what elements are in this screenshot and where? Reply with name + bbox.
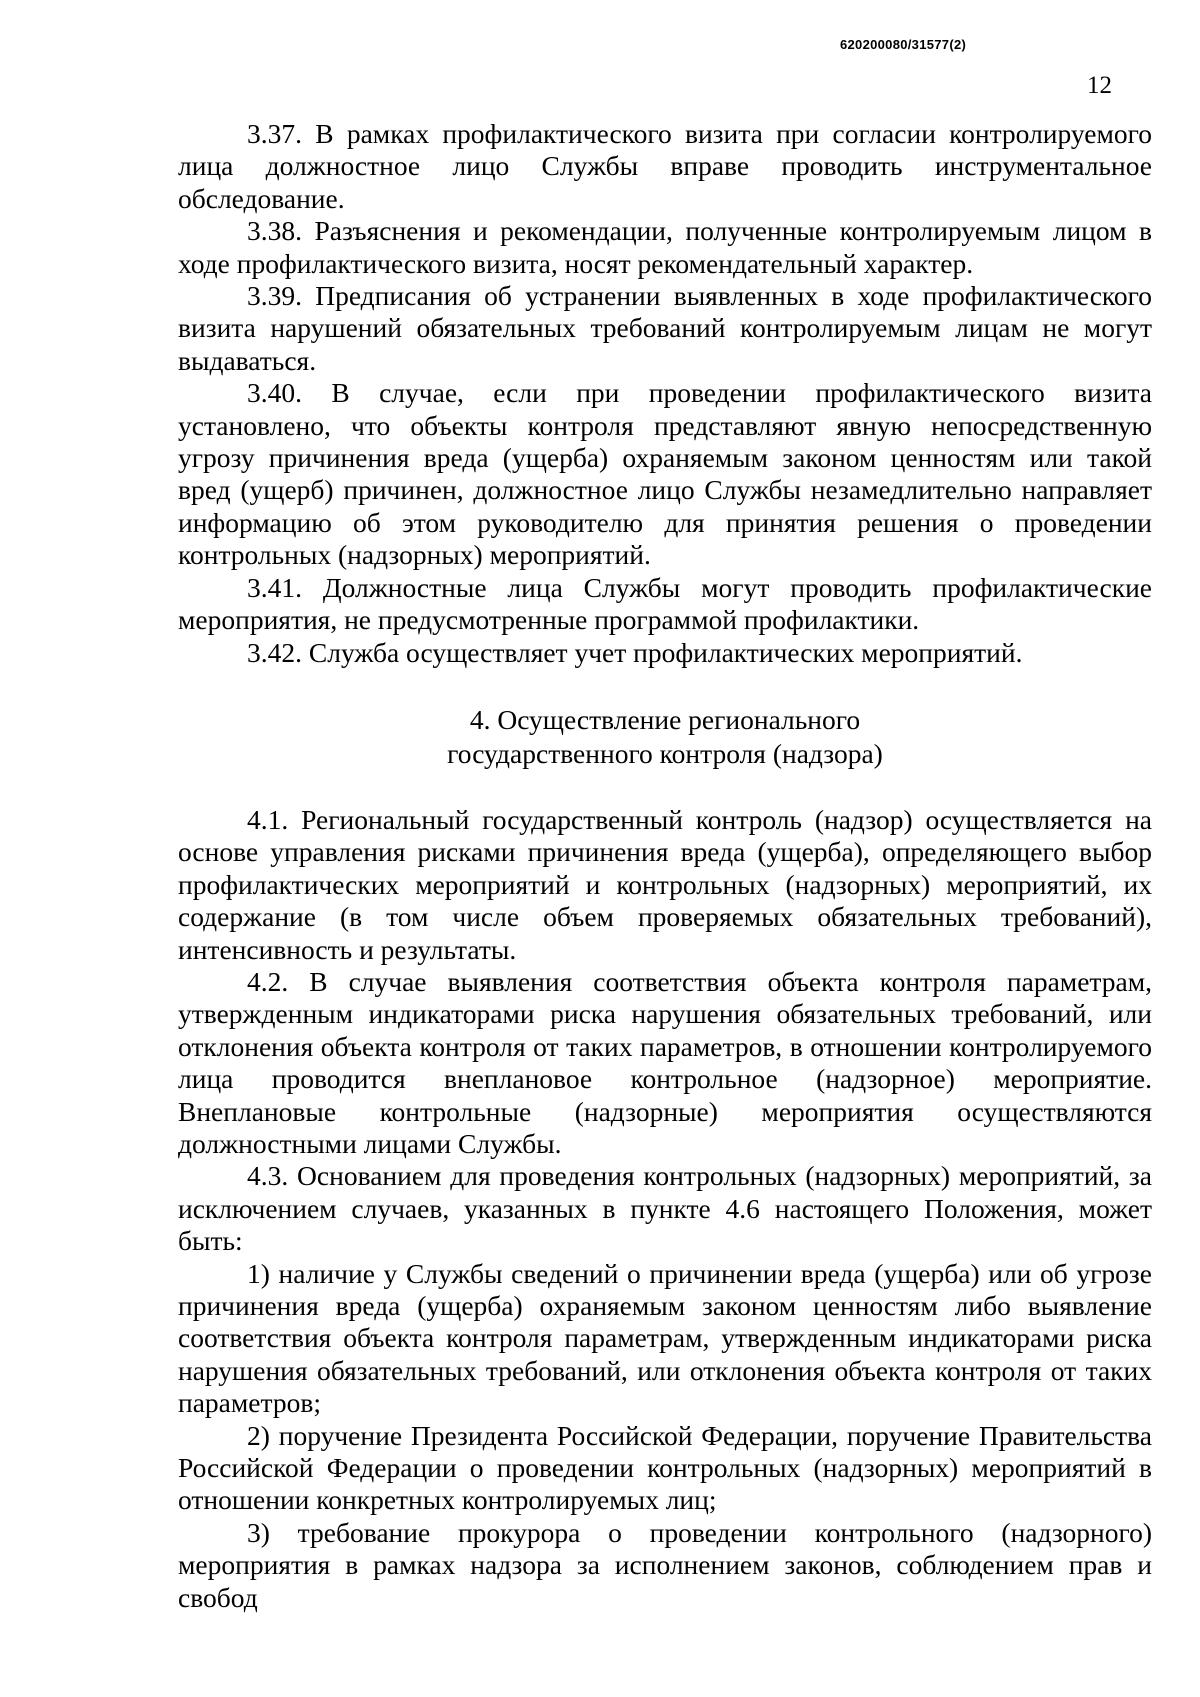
page-content	[178, 118, 1152, 1614]
section-heading-line-2: государственного контроля (надзора)	[447, 737, 883, 769]
paragraph-3-37: 3.37. В рамках профилактического визита при согласии контролируемого лица должностное лицо Службы вправе проводить инструментальное обследование.	[178, 118, 1152, 214]
list-item-2: 2) поручение Президента Российской Федерации, поручение Правительства Российской Федерации о проведении контрольных (надзорных) мероприятий в отношении конкретных контролируемых лиц;	[178, 1419, 1152, 1516]
paragraph-4-1: 4.1. Региональный государственный контроль (надзор) осуществляется на основе управления рисками причинения вреда (ущерба), определяющего выбор профилактических мероприятий и контрольных (надзорных) мероприятий, их содержание (в том числе объем проверяемых обязательных требований), интенсивность и результаты.	[178, 803, 1152, 965]
paragraph-3-38: 3.38. Разъяснения и рекомендации, полученные контролируемым лицом в ходе профилактического визита, носят рекомендательный характер.	[178, 215, 1152, 279]
section-heading	[178, 703, 1152, 771]
paragraph-3-41: 3.41. Должностные лица Службы могут проводить профилактические мероприятия, не предусмотренные программой профилактики.	[178, 571, 1152, 636]
page-number: 12	[1087, 72, 1112, 99]
paragraph-4-3: 4.3. Основанием для проведения контрольных (надзорных) мероприятий, за исключением случаев, указанных в пункте 4.6 настоящего Положения, может быть:	[178, 1160, 1152, 1257]
paragraph-4-2: 4.2. В случае выявления соответствия объекта контроля параметрам, утвержденным индикаторами риска нарушения обязательных требований, или отклонения объекта контроля от таких параметров, в отношении контролируемого лица проводится внеплановое контрольное (надзорное) мероприятие. Внеплановые контрольные (надзорные) мероприятия осуществляются должностными лицами Службы.	[178, 965, 1152, 1159]
paragraph-3-40: 3.40. В случае, если при проведении профилактического визита установлено, что объекты контроля представляют явную непосредственную угрозу причинения вреда (ущерба) охраняемым законом ценностям или такой вред (ущерб) причинен, должностное лицо Службы незамедлительно направляет информацию об этом руководителю для принятия решения о проведении контрольных (надзорных) мероприятий.	[178, 377, 1152, 571]
paragraph-3-42: 3.42. Служба осуществляет учет профилактических мероприятий.	[247, 636, 1023, 668]
document-registration-number: 620200080/31577(2)	[840, 37, 967, 52]
paragraph-3-39: 3.39. Предписания об устранении выявленных в ходе профилактического визита нарушений обязательных требований контролируемым лицам не могут выдаваться.	[178, 280, 1152, 376]
list-item-1: 1) наличие у Службы сведений о причинении вреда (ущерба) или об угрозе причинения вреда (ущерба) охраняемым законом ценностям либо выявление соответствия объекта контроля параметрам, утвержденным индикаторами риска нарушения обязательных требований, или отклонения объекта контроля от таких параметров;	[178, 1257, 1152, 1419]
section-heading-line-1: 4. Осуществление регионального	[469, 703, 861, 735]
list-item-3: 3) требование прокурора о проведении контрольного (надзорного) мероприятия в рамках надзора за исполнением законов, соблюдением прав и свобод	[178, 1516, 1152, 1613]
